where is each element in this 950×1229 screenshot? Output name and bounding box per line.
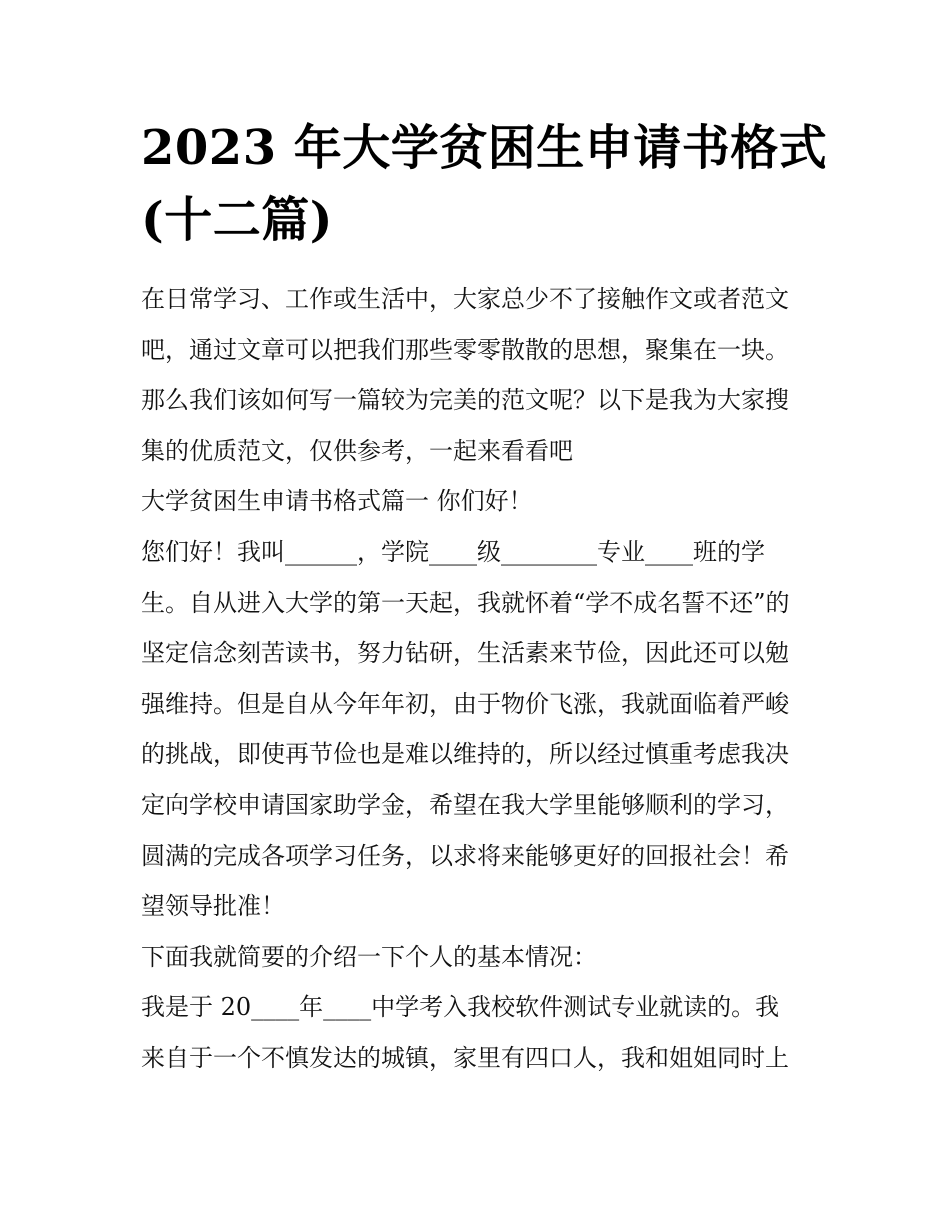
text-line: 的挑战，即使再节俭也是难以维持的，所以经过慎重考虑我决 xyxy=(141,740,789,769)
text-line: 望领导批准！ xyxy=(141,892,285,921)
text-line: 下面我就简要的介绍一下个人的基本情况： xyxy=(141,942,597,971)
text-line: 圆满的完成各项学习任务，以求将来能够更好的回报社会！希 xyxy=(141,841,789,870)
section-heading: 大学贫困生申请书格式篇一 你们好！ xyxy=(141,487,533,516)
text-line: 我是于 20____年____中学考入我校软件测试专业就读的。我 xyxy=(141,993,780,1022)
text-line: 坚定信念刻苦读书，努力钻研，生活素来节俭，因此还可以勉 xyxy=(141,639,789,668)
document-title xyxy=(141,112,828,256)
text-line: 吧，通过文章可以把我们那些零零散散的思想，聚集在一块。 xyxy=(141,335,789,364)
text-line: 您们好！我叫______，学院____级________专业____班的学 xyxy=(141,537,765,566)
text-line: 集的优质范文，仅供参考，一起来看看吧 xyxy=(141,436,573,465)
text-line: 在日常学习、工作或生活中，大家总少不了接触作文或者范文 xyxy=(141,285,789,313)
text-line: 来自于一个不慎发达的城镇，家里有四口人，我和姐姐同时上 xyxy=(141,1043,789,1072)
text-line: 生。自从进入大学的第一天起，我就怀着“学不成名誓不还”的 xyxy=(141,588,790,617)
title-line: 2023 年大学贫困生申请书格式 xyxy=(141,120,828,176)
text-line: 那么我们该如何写一篇较为完美的范文呢？以下是我为大家搜 xyxy=(141,386,789,415)
title-line: (十二篇) xyxy=(141,192,333,248)
document-body xyxy=(141,112,828,1084)
text-line: 定向学校申请国家助学金，希望在我大学里能够顺利的学习， xyxy=(141,790,789,819)
text-line: 强维持。但是自从今年年初，由于物价飞涨，我就面临着严峻 xyxy=(141,689,789,718)
